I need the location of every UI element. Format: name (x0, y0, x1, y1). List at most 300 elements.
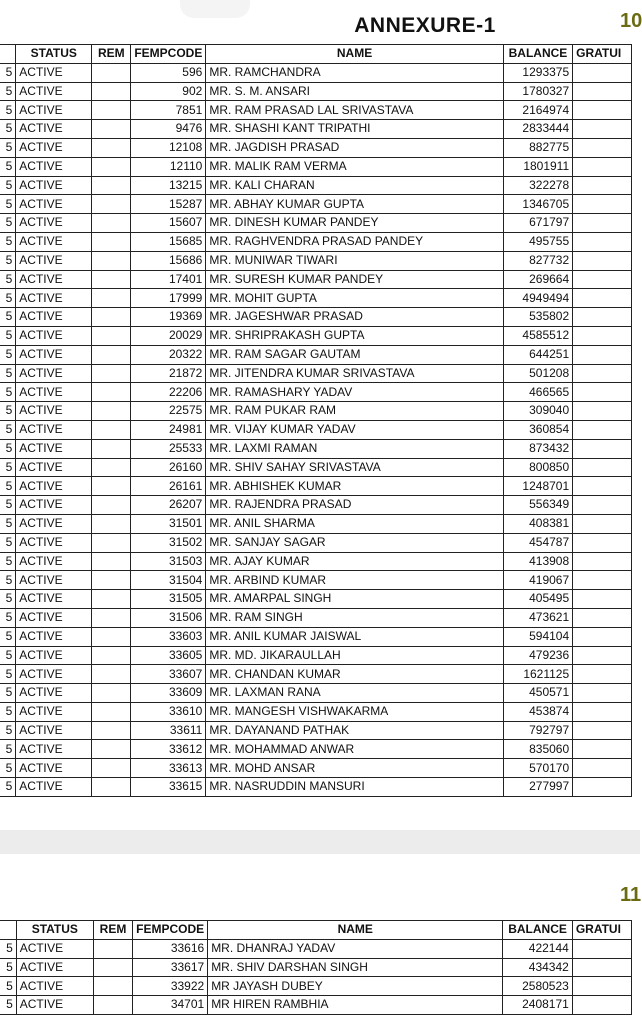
cell-fempcode: 31504 (131, 571, 206, 590)
cell-fempcode: 33612 (131, 740, 206, 759)
cell-prefix: 5 (0, 176, 16, 195)
cell-gratuity (572, 977, 631, 996)
table-row (0, 496, 632, 515)
cell-name: MR. ABHAY KUMAR GUPTA (206, 195, 503, 214)
cell-prefix: 5 (0, 665, 16, 684)
cell-status: ACTIVE (16, 439, 92, 458)
cell-gratuity (573, 138, 632, 157)
cell-fempcode: 15686 (131, 251, 206, 270)
cell-rem (92, 496, 131, 515)
cell-gratuity (573, 740, 632, 759)
cell-balance: 501208 (503, 364, 572, 383)
cell-rem (92, 345, 131, 364)
cell-prefix: 5 (0, 958, 16, 977)
cell-status: ACTIVE (16, 996, 93, 1015)
cell-gratuity (573, 120, 632, 139)
cell-name: MR JAYASH DUBEY (208, 977, 503, 996)
employee-balance-table-1 (0, 44, 632, 797)
cell-rem (92, 251, 131, 270)
cell-fempcode: 31502 (131, 533, 206, 552)
cell-gratuity (572, 939, 631, 958)
cell-status: ACTIVE (16, 571, 92, 590)
cell-fempcode: 15685 (131, 232, 206, 251)
cell-name: MR. MANGESH VISHWAKARMA (206, 702, 503, 721)
cell-fempcode: 21872 (131, 364, 206, 383)
cell-prefix: 5 (0, 477, 16, 496)
cell-status: ACTIVE (16, 721, 92, 740)
table-row (0, 958, 632, 977)
cell-prefix: 5 (0, 214, 16, 233)
cell-name: MR. RAJENDRA PRASAD (206, 496, 503, 515)
cell-fempcode: 31505 (131, 590, 206, 609)
cell-name: MR. JAGESHWAR PRASAD (206, 308, 503, 327)
cell-name: MR. ARBIND KUMAR (206, 571, 503, 590)
cell-balance: 2164974 (503, 101, 572, 120)
cell-name: MR. RAM PRASAD LAL SRIVASTAVA (206, 101, 503, 120)
cell-rem (92, 420, 131, 439)
cell-fempcode: 19369 (131, 308, 206, 327)
cell-gratuity (573, 383, 632, 402)
cell-gratuity (572, 958, 631, 977)
cell-rem (92, 308, 131, 327)
table-row (0, 939, 632, 958)
cell-balance: 1346705 (503, 195, 572, 214)
cell-status: ACTIVE (16, 702, 92, 721)
cell-fempcode: 33616 (133, 939, 208, 958)
cell-fempcode: 33615 (131, 778, 206, 797)
cell-fempcode: 31501 (131, 514, 206, 533)
cell-rem (92, 326, 131, 345)
cell-rem (92, 702, 131, 721)
cell-gratuity (573, 627, 632, 646)
table-row (0, 665, 632, 684)
cell-fempcode: 902 (131, 82, 206, 101)
cell-balance: 2408171 (503, 996, 573, 1015)
cell-name: MR. SANJAY SAGAR (206, 533, 503, 552)
cell-fempcode: 34701 (133, 996, 208, 1015)
table-row (0, 402, 632, 421)
cell-status: ACTIVE (16, 458, 92, 477)
cell-status: ACTIVE (16, 101, 92, 120)
cell-name: MR. ABHISHEK KUMAR (206, 477, 503, 496)
cell-prefix: 5 (0, 120, 16, 139)
cell-status: ACTIVE (16, 195, 92, 214)
cell-prefix: 5 (0, 533, 16, 552)
cell-rem (92, 665, 131, 684)
cell-prefix: 5 (0, 608, 16, 627)
cell-fempcode: 25533 (131, 439, 206, 458)
cell-fempcode: 15607 (131, 214, 206, 233)
header-status: STATUS (16, 45, 92, 64)
cell-prefix: 5 (0, 514, 16, 533)
cell-balance: 495755 (503, 232, 572, 251)
cell-status: ACTIVE (16, 82, 92, 101)
table-header-row (0, 921, 632, 940)
header-name: NAME (206, 45, 503, 64)
cell-balance: 454787 (503, 533, 572, 552)
cell-rem (92, 458, 131, 477)
cell-rem (92, 721, 131, 740)
cell-rem (92, 232, 131, 251)
cell-name: MR. MALIK RAM VERMA (206, 157, 503, 176)
cell-balance: 835060 (503, 740, 572, 759)
cell-fempcode: 31503 (131, 552, 206, 571)
table-row (0, 251, 632, 270)
cell-name: MR. SURESH KUMAR PANDEY (206, 270, 503, 289)
cell-gratuity (573, 590, 632, 609)
cell-name: MR. SHRIPRAKASH GUPTA (206, 326, 503, 345)
cell-balance: 2833444 (503, 120, 572, 139)
cell-status: ACTIVE (16, 364, 92, 383)
cell-gratuity (573, 552, 632, 571)
cell-rem (92, 627, 131, 646)
cell-prefix: 5 (0, 383, 16, 402)
table-row (0, 778, 632, 797)
cell-gratuity (573, 157, 632, 176)
table-row (0, 270, 632, 289)
cell-balance: 873432 (503, 439, 572, 458)
cell-name: MR. RAM SINGH (206, 608, 503, 627)
table-row (0, 627, 632, 646)
cell-gratuity (573, 63, 632, 82)
cell-status: ACTIVE (16, 514, 92, 533)
cell-prefix: 5 (0, 157, 16, 176)
cell-balance: 827732 (503, 251, 572, 270)
cell-rem (92, 289, 131, 308)
cell-status: ACTIVE (16, 590, 92, 609)
cell-balance: 360854 (503, 420, 572, 439)
cell-prefix: 5 (0, 289, 16, 308)
cell-rem (92, 157, 131, 176)
cell-gratuity (573, 232, 632, 251)
cell-prefix: 5 (0, 420, 16, 439)
cell-status: ACTIVE (16, 627, 92, 646)
cell-balance: 556349 (503, 496, 572, 515)
cell-prefix: 5 (0, 496, 16, 515)
cell-balance: 4585512 (503, 326, 572, 345)
cell-balance: 594104 (503, 627, 572, 646)
header-status: STATUS (16, 921, 93, 940)
cell-prefix: 5 (0, 138, 16, 157)
cell-balance: 671797 (503, 214, 572, 233)
cell-fempcode: 33611 (131, 721, 206, 740)
cell-gratuity (573, 345, 632, 364)
cell-prefix: 5 (0, 571, 16, 590)
cell-fempcode: 20029 (131, 326, 206, 345)
cell-balance: 1780327 (503, 82, 572, 101)
table-row (0, 326, 632, 345)
cell-name: MR. LAXMI RAMAN (206, 439, 503, 458)
table-row (0, 571, 632, 590)
cell-prefix: 5 (0, 439, 16, 458)
cell-status: ACTIVE (16, 345, 92, 364)
cell-status: ACTIVE (16, 326, 92, 345)
cell-prefix: 5 (0, 364, 16, 383)
table-row (0, 214, 632, 233)
cell-rem (92, 383, 131, 402)
cell-prefix: 5 (0, 101, 16, 120)
cell-gratuity (573, 82, 632, 101)
page-gap (0, 830, 640, 854)
cell-status: ACTIVE (16, 740, 92, 759)
table-row (0, 232, 632, 251)
cell-fempcode: 24981 (131, 420, 206, 439)
cell-status: ACTIVE (16, 759, 92, 778)
table-row (0, 721, 632, 740)
header-name: NAME (208, 921, 503, 940)
cell-status: ACTIVE (16, 270, 92, 289)
cell-status: ACTIVE (16, 608, 92, 627)
header-balance: BALANCE (503, 921, 573, 940)
table-row (0, 590, 632, 609)
cell-balance: 1621125 (503, 665, 572, 684)
table-row (0, 608, 632, 627)
cell-prefix: 5 (0, 270, 16, 289)
cell-gratuity (573, 420, 632, 439)
cell-balance: 269664 (503, 270, 572, 289)
cell-gratuity (573, 326, 632, 345)
cell-balance: 473621 (503, 608, 572, 627)
table-row (0, 533, 632, 552)
cell-prefix: 5 (0, 308, 16, 327)
cell-gratuity (573, 458, 632, 477)
cell-status: ACTIVE (16, 214, 92, 233)
cell-name: MR. KALI CHARAN (206, 176, 503, 195)
cell-fempcode: 13215 (131, 176, 206, 195)
table-row (0, 977, 632, 996)
table-body-2 (0, 939, 632, 1014)
cell-status: ACTIVE (16, 977, 93, 996)
cell-gratuity (573, 195, 632, 214)
cell-prefix: 5 (0, 402, 16, 421)
page-number-1: 10 (620, 10, 642, 32)
cell-gratuity (573, 684, 632, 703)
cell-balance: 413908 (503, 552, 572, 571)
header-prefix (0, 45, 16, 64)
cell-gratuity (572, 996, 631, 1015)
cell-fempcode: 33607 (131, 665, 206, 684)
cell-status: ACTIVE (16, 939, 93, 958)
cell-balance: 479236 (503, 646, 572, 665)
cell-status: ACTIVE (16, 232, 92, 251)
cell-gratuity (573, 176, 632, 195)
table-row (0, 996, 632, 1015)
cell-prefix: 5 (0, 251, 16, 270)
cell-fempcode: 33610 (131, 702, 206, 721)
cell-prefix: 5 (0, 345, 16, 364)
cell-balance: 2580523 (503, 977, 573, 996)
cell-rem (92, 214, 131, 233)
cell-status: ACTIVE (16, 533, 92, 552)
cell-name: MR. ANIL SHARMA (206, 514, 503, 533)
table-header-row (0, 45, 632, 64)
cell-balance: 644251 (503, 345, 572, 364)
cell-fempcode: 596 (131, 63, 206, 82)
cell-prefix: 5 (0, 684, 16, 703)
cell-balance: 450571 (503, 684, 572, 703)
cell-gratuity (573, 214, 632, 233)
cell-gratuity (573, 702, 632, 721)
cell-balance: 309040 (503, 402, 572, 421)
cell-prefix: 5 (0, 759, 16, 778)
cell-status: ACTIVE (16, 496, 92, 515)
table-row (0, 308, 632, 327)
cell-rem (92, 195, 131, 214)
cell-rem (93, 939, 132, 958)
cell-status: ACTIVE (16, 251, 92, 270)
table-row (0, 759, 632, 778)
cell-rem (92, 270, 131, 289)
cell-name: MR. SHASHI KANT TRIPATHI (206, 120, 503, 139)
cell-name: MR. RAGHVENDRA PRASAD PANDEY (206, 232, 503, 251)
cell-rem (92, 740, 131, 759)
cell-rem (93, 958, 132, 977)
cell-name: MR. MOHAMMAD ANWAR (206, 740, 503, 759)
table-row (0, 684, 632, 703)
table-row (0, 646, 632, 665)
cell-balance: 792797 (503, 721, 572, 740)
cell-prefix: 5 (0, 996, 16, 1015)
cell-name: MR. SHIV SAHAY SRIVASTAVA (206, 458, 503, 477)
cell-name: MR. NASRUDDIN MANSURI (206, 778, 503, 797)
table-row (0, 420, 632, 439)
cell-gratuity (573, 533, 632, 552)
cell-name: MR. VIJAY KUMAR YADAV (206, 420, 503, 439)
cell-name: MR. LAXMAN RANA (206, 684, 503, 703)
cell-balance: 405495 (503, 590, 572, 609)
table-row (0, 514, 632, 533)
cell-fempcode: 33617 (133, 958, 208, 977)
cell-fempcode: 26160 (131, 458, 206, 477)
cell-name: MR. S. M. ANSARI (206, 82, 503, 101)
cell-fempcode: 33613 (131, 759, 206, 778)
cell-fempcode: 22206 (131, 383, 206, 402)
cell-balance: 422144 (503, 939, 573, 958)
cell-name: MR. MUNIWAR TIWARI (206, 251, 503, 270)
cell-gratuity (573, 759, 632, 778)
table-row (0, 120, 632, 139)
cell-balance: 882775 (503, 138, 572, 157)
table-row (0, 101, 632, 120)
cell-fempcode: 7851 (131, 101, 206, 120)
cell-balance: 570170 (503, 759, 572, 778)
cell-status: ACTIVE (16, 120, 92, 139)
table-body-1 (0, 63, 632, 796)
cell-gratuity (573, 778, 632, 797)
cell-gratuity (573, 402, 632, 421)
page-corner-shade (180, 0, 250, 18)
cell-rem (92, 684, 131, 703)
cell-gratuity (573, 514, 632, 533)
cell-gratuity (573, 721, 632, 740)
cell-name: MR. AMARPAL SINGH (206, 590, 503, 609)
cell-fempcode: 33603 (131, 627, 206, 646)
header-prefix (0, 921, 16, 940)
cell-prefix: 5 (0, 590, 16, 609)
header-fempcode: FEMPCODE (133, 921, 208, 940)
cell-gratuity (573, 439, 632, 458)
cell-balance: 453874 (503, 702, 572, 721)
cell-rem (92, 590, 131, 609)
cell-rem (92, 533, 131, 552)
cell-rem (92, 477, 131, 496)
cell-balance: 419067 (503, 571, 572, 590)
cell-rem (92, 176, 131, 195)
cell-gratuity (573, 270, 632, 289)
cell-balance: 434342 (503, 958, 573, 977)
cell-name: MR. AJAY KUMAR (206, 552, 503, 571)
cell-gratuity (573, 364, 632, 383)
cell-fempcode: 15287 (131, 195, 206, 214)
cell-fempcode: 20322 (131, 345, 206, 364)
cell-name: MR. RAM PUKAR RAM (206, 402, 503, 421)
cell-prefix: 5 (0, 740, 16, 759)
cell-rem (92, 101, 131, 120)
cell-prefix: 5 (0, 939, 16, 958)
header-gratuity: GRATUI (572, 921, 631, 940)
cell-status: ACTIVE (16, 383, 92, 402)
table-row (0, 439, 632, 458)
table-row (0, 458, 632, 477)
table-row (0, 383, 632, 402)
table-row (0, 157, 632, 176)
cell-fempcode: 26207 (131, 496, 206, 515)
cell-name: MR. MOHD ANSAR (206, 759, 503, 778)
cell-name: MR. JAGDISH PRASAD (206, 138, 503, 157)
cell-rem (92, 120, 131, 139)
cell-prefix: 5 (0, 778, 16, 797)
cell-name: MR. DINESH KUMAR PANDEY (206, 214, 503, 233)
cell-name: MR. MOHIT GUPTA (206, 289, 503, 308)
cell-status: ACTIVE (16, 778, 92, 797)
header-fempcode: FEMPCODE (131, 45, 206, 64)
cell-fempcode: 26161 (131, 477, 206, 496)
cell-rem (92, 778, 131, 797)
cell-rem (92, 402, 131, 421)
cell-fempcode: 33605 (131, 646, 206, 665)
cell-rem (92, 552, 131, 571)
cell-status: ACTIVE (16, 308, 92, 327)
cell-balance: 277997 (503, 778, 572, 797)
cell-balance: 1293375 (503, 63, 572, 82)
cell-rem (92, 364, 131, 383)
cell-rem (92, 571, 131, 590)
table-row (0, 63, 632, 82)
cell-gratuity (573, 496, 632, 515)
cell-gratuity (573, 101, 632, 120)
cell-name: MR. ANIL KUMAR JAISWAL (206, 627, 503, 646)
cell-status: ACTIVE (16, 420, 92, 439)
cell-gratuity (573, 665, 632, 684)
cell-rem (92, 63, 131, 82)
annexure-title: ANNEXURE-1 (354, 14, 496, 37)
cell-status: ACTIVE (16, 176, 92, 195)
cell-rem (93, 996, 132, 1015)
table-row (0, 138, 632, 157)
cell-prefix: 5 (0, 195, 16, 214)
table-row (0, 477, 632, 496)
cell-prefix: 5 (0, 458, 16, 477)
cell-balance: 322278 (503, 176, 572, 195)
cell-prefix: 5 (0, 63, 16, 82)
cell-gratuity (573, 289, 632, 308)
cell-prefix: 5 (0, 646, 16, 665)
cell-status: ACTIVE (16, 477, 92, 496)
cell-rem (92, 82, 131, 101)
header-rem: REM (93, 921, 132, 940)
cell-name: MR. SHIV DARSHAN SINGH (208, 958, 503, 977)
cell-name: MR HIREN RAMBHIA (208, 996, 503, 1015)
